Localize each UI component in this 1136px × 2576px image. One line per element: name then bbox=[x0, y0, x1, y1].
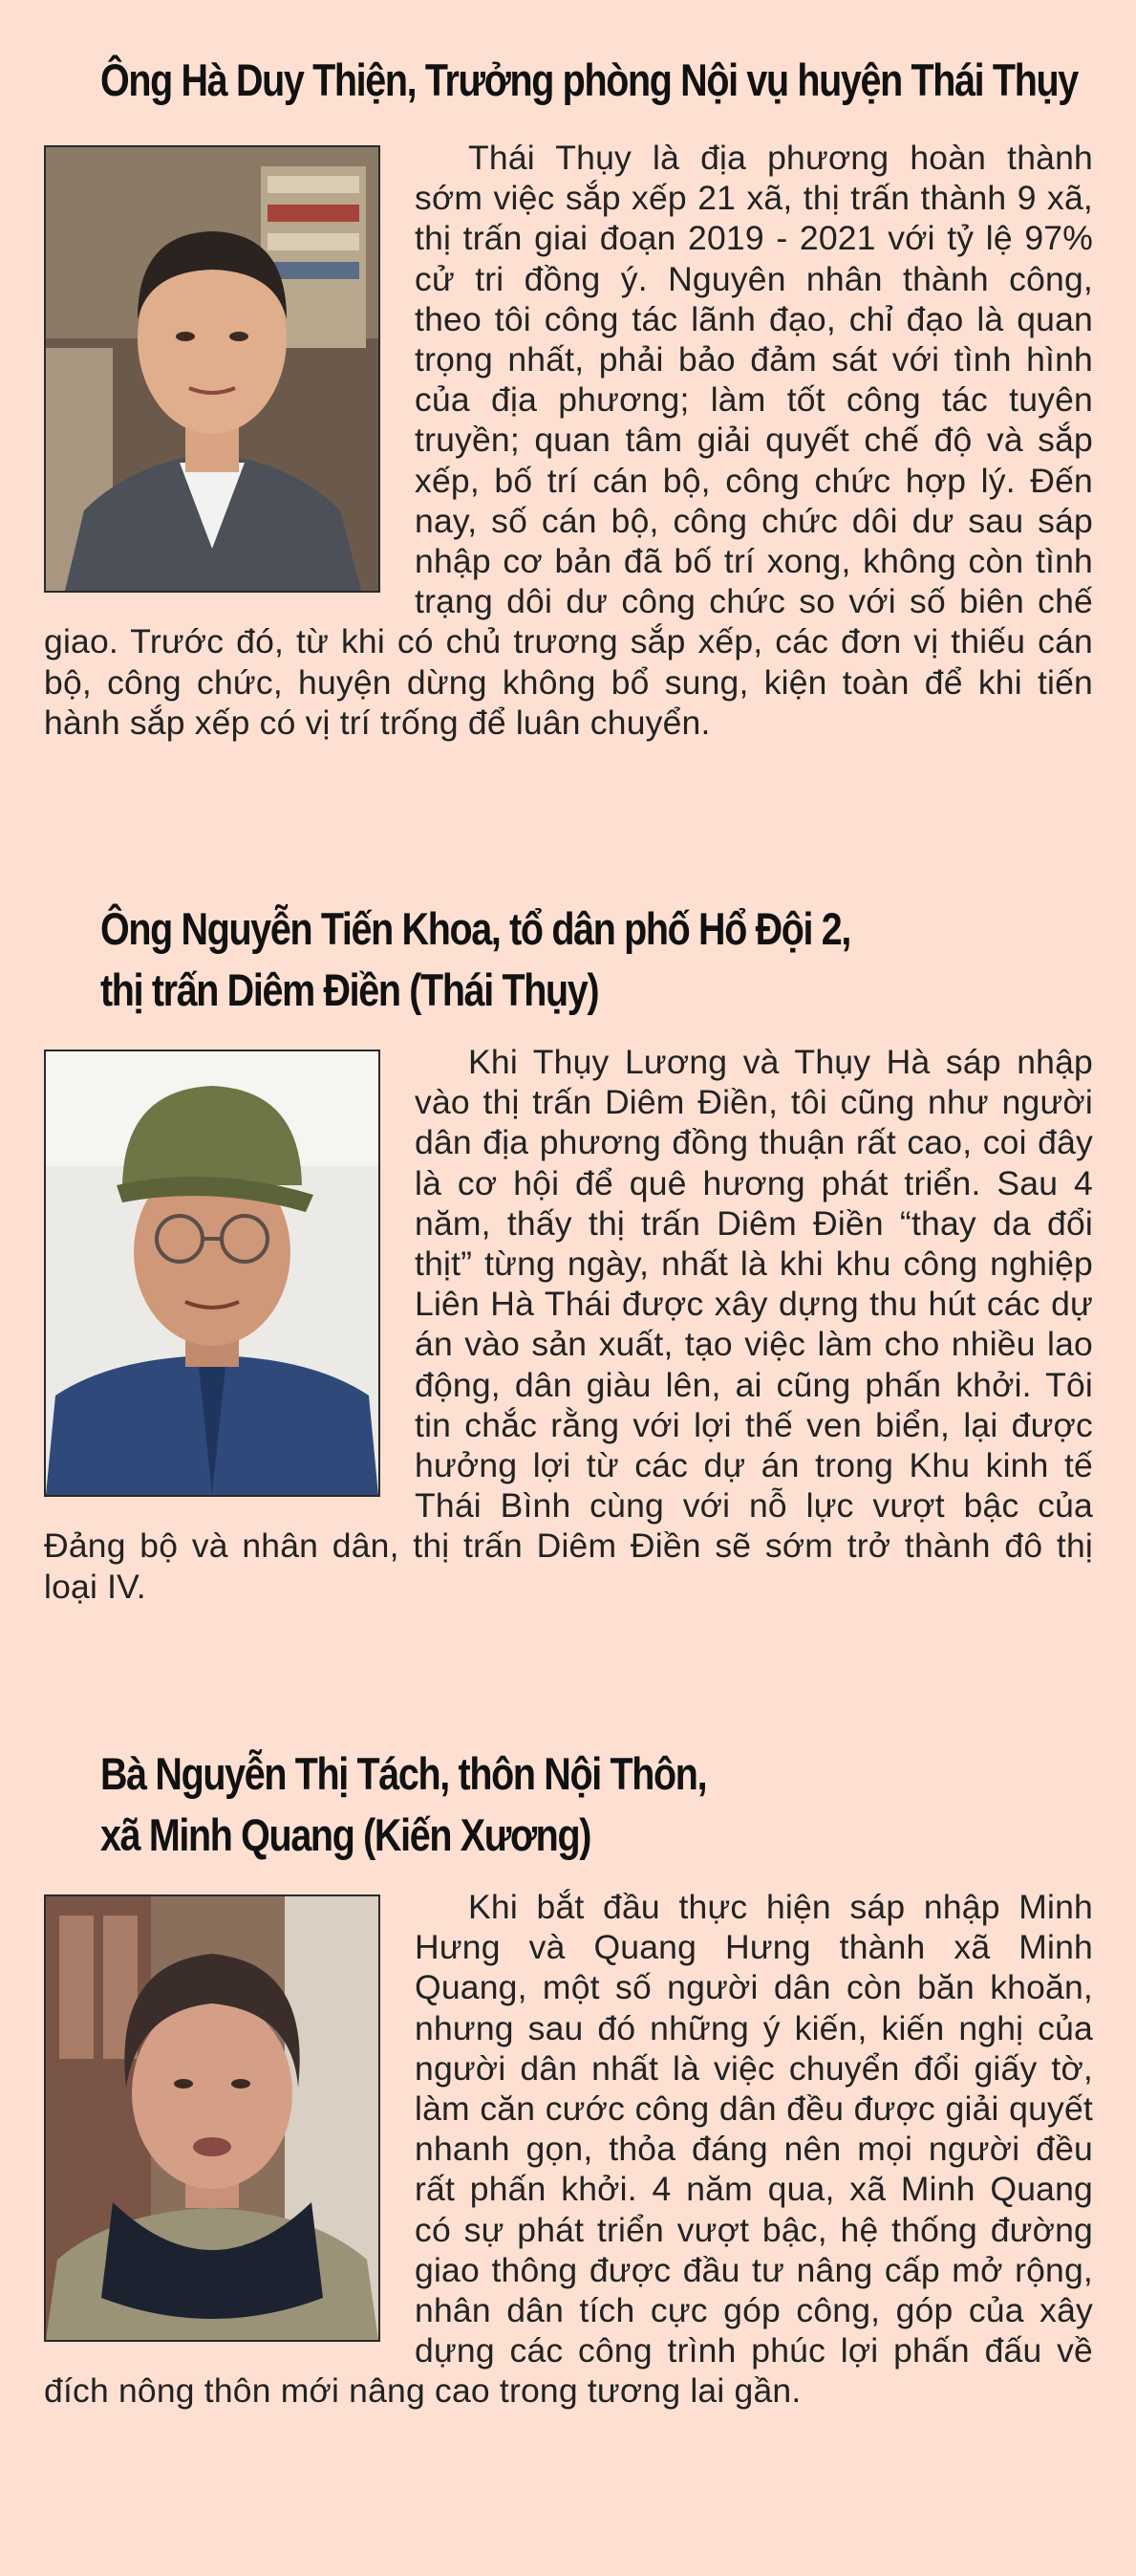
heading-line: Ông Nguyễn Tiến Khoa, tổ dân phố Hổ Đội 2, bbox=[100, 903, 851, 954]
section-body-text: Thái Thụy là địa phương hoàn thành sớm việc sắp xếp 21 xã, thị trấn thành 9 xã, thị trấn giai đoạn 2019 - 2021 với tỷ lệ 97% cử tri đồng ý. Nguyên nhân thành công, theo tôi công tác lãnh đạo, chỉ đạo là quan trọng nhất, phải bảo đảm sát với tình hình của địa phương; làm tốt công tác tuyên truyền; quan tâm giải quyết chế độ và sắp xếp, bố trí cán bộ, công chức hợp lý. Đến nay, số cán bộ, công chức dôi dư sau sáp nhập cơ bản đã bố trí xong, không còn tình trạng dôi dư công chức so với số biên chế giao. Trước đó, từ khi có chủ trương sắp xếp, các đơn vị thiếu cán bộ, công chức, huyện dừng không bổ sung, kiện toàn để khi tiến hành sắp xếp có vị trí trống để luân chuyển. bbox=[44, 139, 1093, 742]
heading-line: Ông Hà Duy Thiện, Trưởng phòng Nội vụ huyện Thái Thụy bbox=[100, 54, 1078, 105]
portrait-photo bbox=[44, 1894, 380, 2342]
heading-line: Bà Nguyễn Thị Tách, thôn Nội Thôn, bbox=[100, 1748, 707, 1799]
heading-line: xã Minh Quang (Kiến Xương) bbox=[100, 1809, 591, 1860]
section-body bbox=[44, 1887, 1093, 2412]
section-body bbox=[44, 138, 1093, 743]
section-heading bbox=[16, 898, 971, 1021]
section-body-text: Khi Thụy Lương và Thụy Hà sáp nhập vào thị trấn Diêm Điền, tôi cũng như người dân địa phương đồng thuận rất cao, coi đây là cơ hội để quê hương phát triển. Sau 4 năm, thấy thị trấn Diêm Điền “thay da đổi thịt” từng ngày, nhất là khi khu công nghiệp Liên Hà Thái được xây dựng thu hút các dự án vào sản xuất, tạo việc làm cho nhiều lao động, dân giàu lên, ai cũng phấn khởi. Tôi tin chắc rằng với lợi thế ven biển, lại được hưởng lợi từ các dự án trong Khu kinh tế Thái Bình cùng với nỗ lực vượt bậc của Đảng bộ và nhân dân, thị trấn Diêm Điền sẽ sớm trở thành đô thị loại IV. bbox=[44, 1043, 1093, 1606]
interview-section-2 bbox=[0, 898, 1136, 1607]
portrait-photo bbox=[44, 1050, 380, 1497]
portrait-woman-scarf-icon bbox=[46, 1896, 378, 2340]
interview-section-3 bbox=[0, 1743, 1136, 2412]
interview-section-1 bbox=[0, 50, 1136, 743]
heading-line: thị trấn Diêm Điền (Thái Thụy) bbox=[100, 964, 599, 1015]
portrait-old-man-cap-icon bbox=[46, 1051, 378, 1495]
section-heading bbox=[16, 50, 1078, 111]
portrait-photo bbox=[44, 145, 380, 593]
portrait-man-suit-icon bbox=[46, 147, 378, 591]
section-body bbox=[44, 1042, 1093, 1607]
section-heading bbox=[16, 1743, 971, 1866]
section-body-text: Khi bắt đầu thực hiện sáp nhập Minh Hưng và Quang Hưng thành xã Minh Quang, một số người dân còn băn khoăn, nhưng sau đó những ý kiến, kiến nghị của người dân nhất là việc chuyển đổi giấy tờ, làm căn cước công dân đều được giải quyết nhanh gọn, thỏa đáng nên mọi người đều rất phấn khởi. 4 năm qua, xã Minh Quang có sự phát triển vượt bậc, hệ thống đường giao thông được đầu tư nâng cấp mở rộng, nhân dân tích cực góp công, góp của xây dựng các công trình phúc lợi phấn đấu về đích nông thôn mới nâng cao trong tương lai gần. bbox=[44, 1888, 1093, 2411]
